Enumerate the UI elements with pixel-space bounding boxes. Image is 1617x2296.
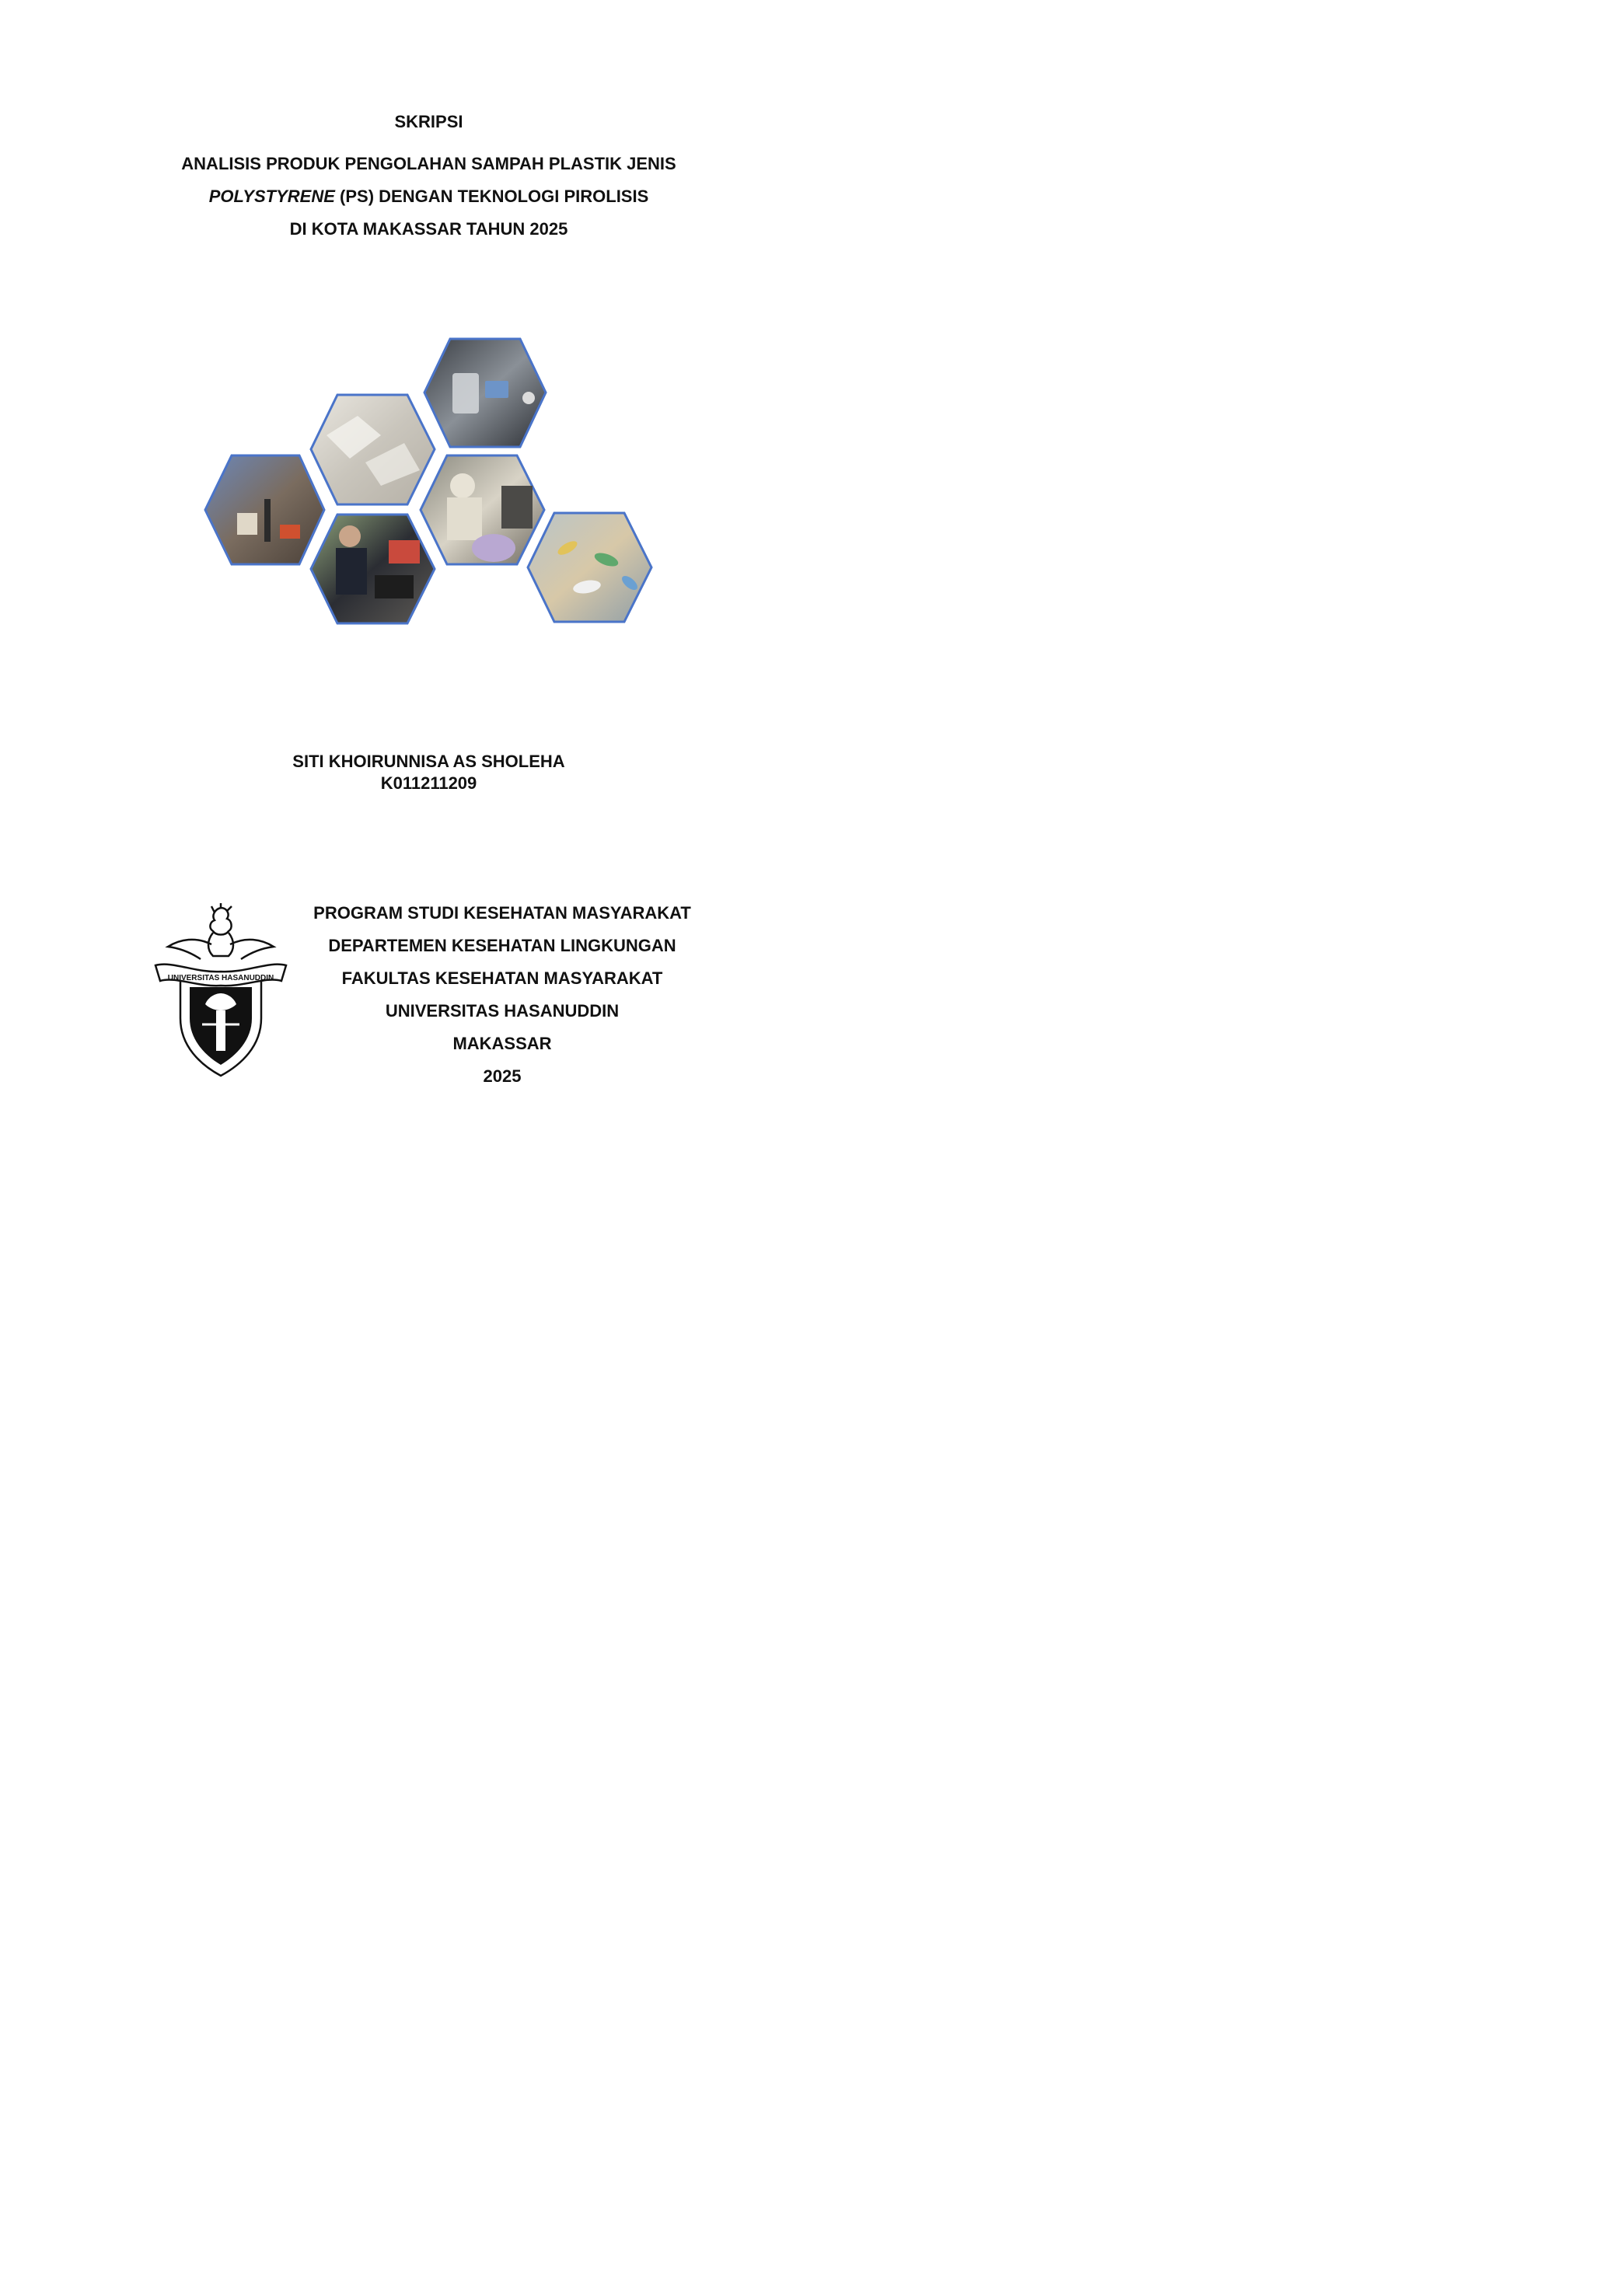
hex-photo-field-site xyxy=(205,455,324,564)
university-emblem-icon xyxy=(149,902,292,1082)
photo-collage xyxy=(171,326,688,641)
institution-line-year: 2025 xyxy=(483,1066,522,1086)
author-name: SITI KHOIRUNNISA AS SHOLEHA xyxy=(292,752,565,771)
title-line-1: ANALISIS PRODUK PENGOLAHAN SAMPAH PLASTIK JENIS xyxy=(181,154,676,173)
title-italic-term: POLYSTYRENE xyxy=(208,187,335,206)
hex-photo-instrument xyxy=(424,339,546,447)
institution-line-city: MAKASSAR xyxy=(452,1034,552,1053)
document-type: SKRIPSI xyxy=(394,112,463,131)
title-line-2-rest: (PS) DENGAN TEKNOLOGI PIROLISIS xyxy=(334,187,649,206)
institution-line-department: DEPARTEMEN KESEHATAN LINGKUNGAN xyxy=(328,936,676,955)
emblem-banner-text: UNIVERSITAS HASANUDDIN xyxy=(167,974,274,982)
title-line-3: DI KOTA MAKASSAR TAHUN 2025 xyxy=(289,219,568,239)
hex-photo-reactor xyxy=(421,455,544,564)
hex-photo-foam xyxy=(311,395,435,504)
institution-line-faculty: FAKULTAS KESEHATAN MASYARAKAT xyxy=(341,968,663,988)
hex-photo-bottles xyxy=(528,513,651,622)
institution-line-program: PROGRAM STUDI KESEHATAN MASYARAKAT xyxy=(313,903,691,923)
hex-photo-measurement xyxy=(311,515,435,623)
title-line-2 xyxy=(0,187,857,207)
author-student-id: K011211209 xyxy=(380,773,477,793)
institution-line-university: UNIVERSITAS HASANUDDIN xyxy=(385,1001,620,1021)
